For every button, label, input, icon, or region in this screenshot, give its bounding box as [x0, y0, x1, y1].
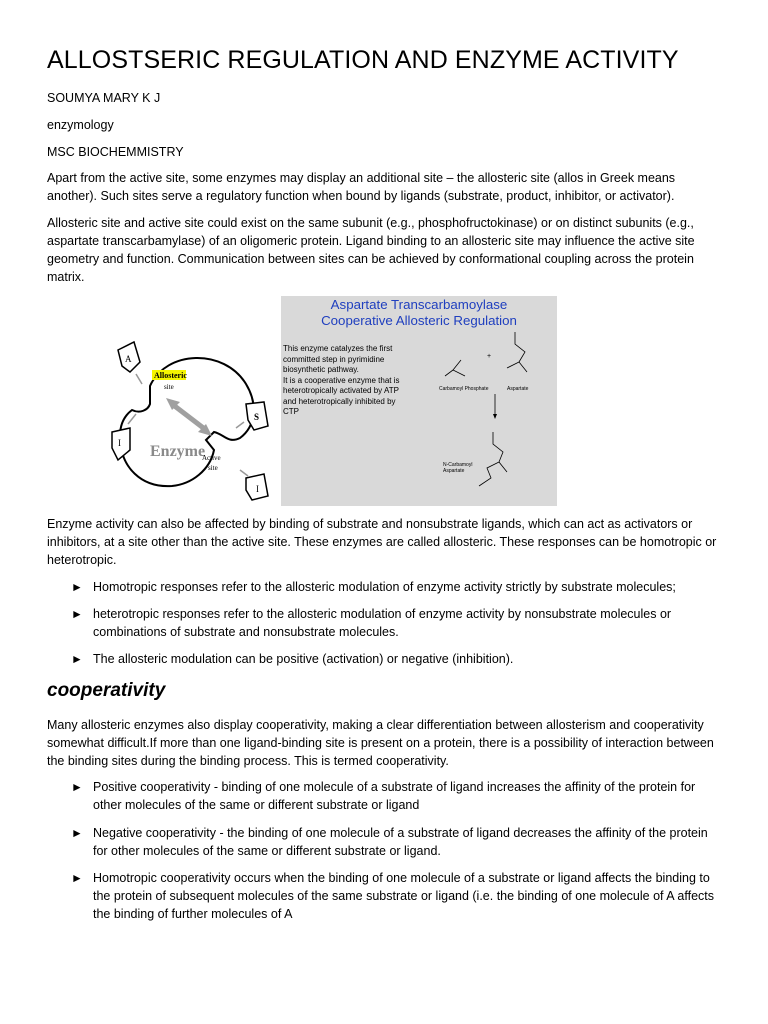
bullet-homotropic-cooperativity — [71, 869, 719, 923]
section-heading: cooperativity — [47, 680, 166, 701]
bullet-modulation — [71, 650, 719, 668]
bullet-marker-icon: ► — [71, 826, 83, 840]
label-active: Active — [202, 454, 221, 462]
chem-label-ncarbamoyl: N-Carbamoyl — [443, 462, 473, 468]
author-line: SOUMYA MARY K J — [47, 91, 161, 105]
bullet-text: heterotropic responses refer to the allosteric modulation of enzyme activity by nonsubstrate molecules or combinations of substrate and nonsubstrate molecules. — [93, 607, 672, 639]
chem-label-carbamoyl: Carbamoyl Phosphate — [439, 386, 489, 392]
bullet-marker-icon: ► — [71, 580, 83, 594]
course-line: MSC BIOCHEMMISTRY — [47, 145, 184, 159]
arrow-a-icon — [136, 374, 142, 384]
label-enzyme: Enzyme — [150, 443, 206, 460]
bullet-text: The allosteric modulation can be positive (activation) or negative (inhibition). — [93, 652, 514, 666]
bullet-negative-cooperativity — [71, 824, 719, 860]
atcase-figure — [281, 296, 557, 506]
bullet-marker-icon: ► — [71, 652, 83, 666]
n-carbamoyl-aspartate-structure — [479, 432, 507, 486]
label-allosteric-site: site — [164, 383, 174, 391]
label-allosteric: Allosteric — [154, 371, 187, 380]
atcase-body-2: It is a cooperative enzyme that is heterotropically activated by ATP and heterotropically inhibited by CTP — [283, 375, 400, 416]
paragraph-enzyme-activity: Enzyme activity can also be affected by binding of substrate and nonsubstrate ligands, which can act as activators or inhibitors, at a site other than the active site. These enzymes are called allosteric. These responses can be homotropic or heterotropic. — [47, 517, 717, 567]
chem-label-aspartate: Aspartate — [507, 386, 529, 392]
paragraph-cooperativity: Many allosteric enzymes also display cooperativity, making a clear differentiation between allosterism and cooperativity somewhat difficult.If more than one ligand-binding site is present on a protein, there is a possibility of interaction between the binding sites during the binding process. This is termed cooperativity. — [47, 718, 714, 768]
bullet-positive-cooperativity — [71, 778, 719, 814]
label-i-left: I — [118, 438, 121, 448]
bullet-text: Homotropic cooperativity occurs when the binding of one molecule of a substrate or ligand affects the binding to the protein of subsequent molecules of the same substrate or ligand (i.e. the binding of one molecule of A affects the binding of further molecules of A — [93, 871, 714, 921]
document-title: ALLOSTSERIC REGULATION AND ENZYME ACTIVITY — [47, 46, 679, 74]
label-active-site: site — [208, 464, 218, 472]
arrow-i-right-icon — [240, 470, 248, 476]
atcase-title-line1: Aspartate Transcarbamoylase — [330, 297, 508, 312]
subject-line: enzymology — [47, 118, 114, 132]
label-a: A — [125, 354, 132, 364]
bullet-homotropic — [71, 578, 719, 596]
chemical-structure-svg — [281, 296, 557, 506]
allosteric-enzyme-diagram — [106, 328, 274, 508]
bullet-text: Homotropic responses refer to the allosteric modulation of enzyme activity strictly by substrate molecules; — [93, 580, 676, 594]
label-s: S — [254, 412, 260, 422]
aspartate-structure — [507, 332, 527, 372]
paragraph-allosteric-site: Apart from the active site, some enzymes may display an additional site – the allosteric site (allos in Greek means another). Such sites serve a regulatory function when bound by ligands (substrate, product, inhibitor, or activator). — [47, 171, 676, 203]
label-i-right: I — [256, 484, 259, 494]
bullet-heterotropic — [71, 605, 719, 641]
bullet-marker-icon: ► — [71, 780, 83, 794]
chem-label-ncarbamoyl-aspartate: Aspartate — [443, 468, 465, 474]
bullet-marker-icon: ► — [71, 607, 83, 621]
atcase-title-line2: Cooperative Allosteric Regulation — [321, 313, 517, 328]
plus-sign: + — [487, 353, 492, 360]
atcase-body-1: This enzyme catalyzes the first committed step in pyrimidine biosynthetic pathway. — [283, 344, 393, 374]
bullet-text: Positive cooperativity - binding of one molecule of a substrate of ligand increases the affinity of the protein for other molecules of the same or different substrate or ligand — [93, 780, 696, 812]
bullet-text: Negative cooperativity - the binding of one molecule of a substrate of ligand decreases the affinity of the protein for other molecules of the same or different substrate or ligand. — [93, 826, 708, 858]
enzyme-diagram-svg — [106, 328, 274, 508]
paragraph-site-location: Allosteric site and active site could exist on the same subunit (e.g., phosphofructokinase) or on distinct subunits (e.g., aspartate transcarbamylase) of an oligomeric protein. Ligand binding to an allosteric site may influence the active site geometry and function. Communication between sites can be achieved by conformational coupling across the protein matrix. — [47, 216, 695, 284]
bullet-marker-icon: ► — [71, 871, 83, 885]
carbamoyl-phosphate-structure — [445, 360, 465, 376]
